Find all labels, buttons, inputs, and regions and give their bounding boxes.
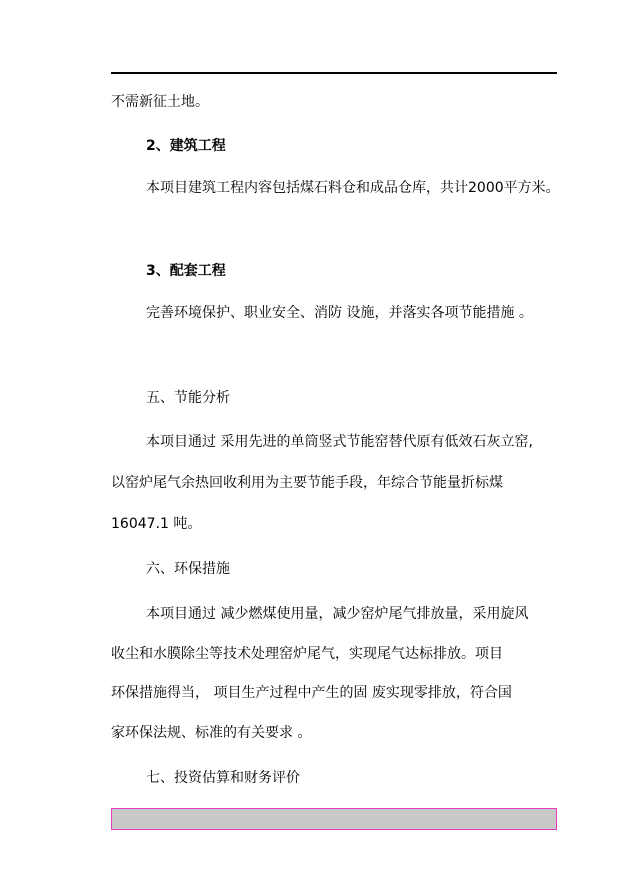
section-heading-construction: 2、建筑工程 (146, 138, 226, 154)
paragraph-line-energy-2: 以窑炉尾气余热回收利用为主要节能手段，年综合节能量折标煤 (111, 475, 503, 491)
paragraph-line-environment-3: 环保措施得当， 项目生产过程中产生的固 废实现零排放，符合国 (111, 685, 512, 701)
paragraph-line-energy-3: 16047.1 吨。 (111, 516, 202, 532)
paragraph-line-environment-4: 家环保法规、标准的有关要求 。 (111, 725, 312, 741)
paragraph-line-land: 不需新征土地。 (111, 94, 209, 110)
section-heading-investment: 七、投资估算和财务评价 (146, 770, 300, 786)
paragraph-line-supporting: 完善环境保护、职业安全、消防 设施，并落实各项节能措施 。 (146, 305, 533, 321)
paragraph-line-environment-2: 收尘和水膜除尘等技术处理窑炉尾气，实现尾气达标排放。项目 (111, 646, 503, 662)
footer-bar (111, 808, 557, 830)
header-rule (111, 72, 557, 74)
paragraph-line-environment-1: 本项目通过 减少燃煤使用量，减少窑炉尾气排放量，采用旋风 (146, 606, 529, 622)
section-heading-supporting: 3、配套工程 (146, 263, 226, 279)
paragraph-line-energy-1: 本项目通过 采用先进的单筒竖式节能窑替代原有低效石灰立窑, (146, 434, 533, 450)
section-heading-energy: 五、节能分析 (146, 390, 230, 406)
paragraph-line-construction: 本项目建筑工程内容包括煤石料仓和成品仓库，共计2000平方米。 (146, 180, 560, 196)
section-heading-environment: 六、环保措施 (146, 561, 230, 577)
